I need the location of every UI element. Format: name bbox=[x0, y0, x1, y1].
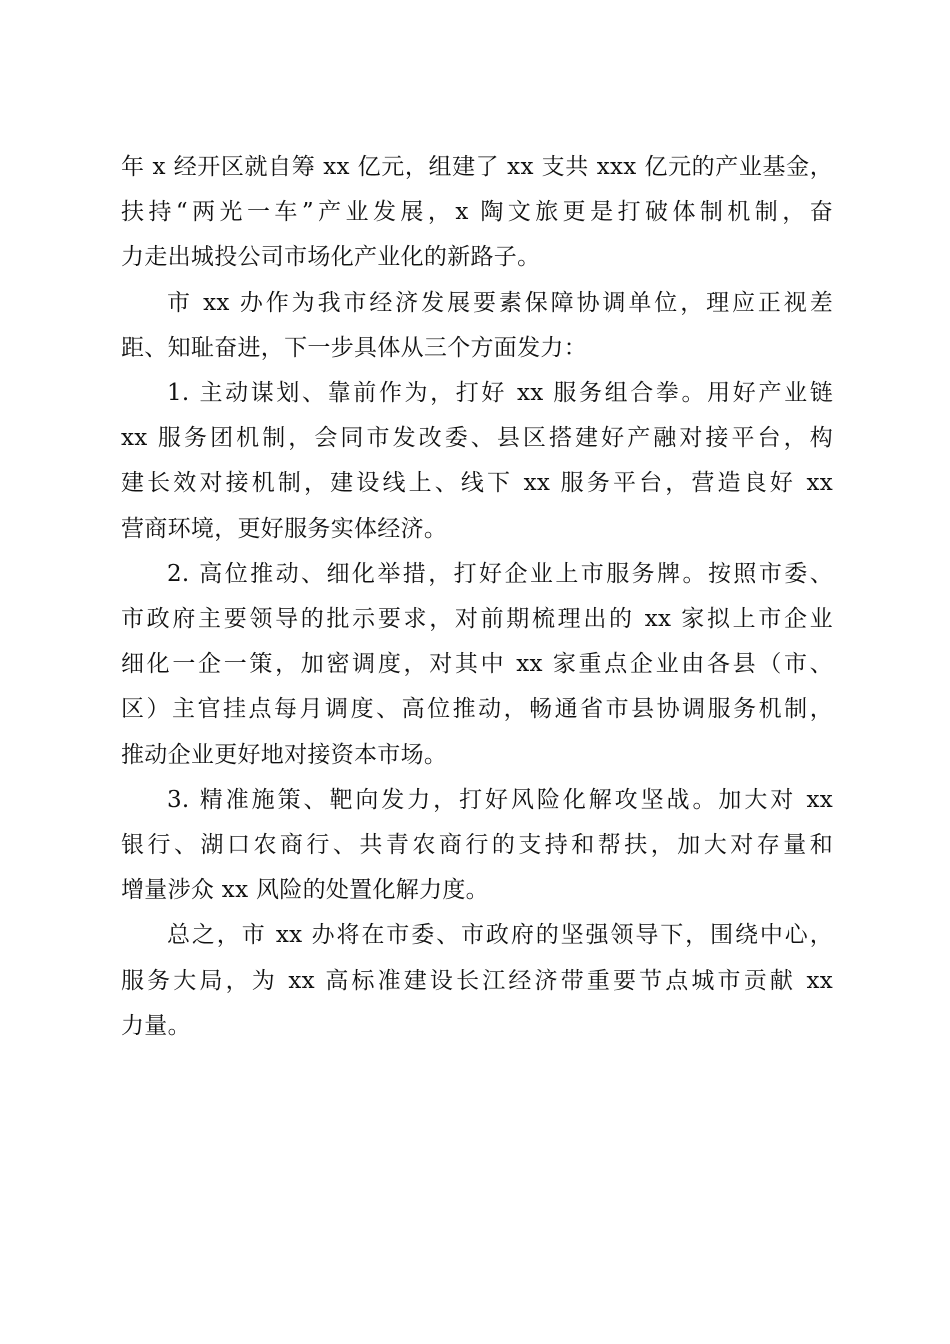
text-line: 营商环境，更好服务实体经济。 bbox=[121, 515, 448, 542]
text-line: 年 x 经开区就自筹 xx 亿元，组建了 xx 支共 xxx 亿元的产业基金， bbox=[121, 154, 833, 180]
document-body bbox=[121, 145, 833, 1049]
text-line: 扶持“两光一车”产业发展，x 陶文旅更是打破体制机制，奋 bbox=[121, 199, 833, 226]
text-line: 1. 主动谋划、靠前作为，打好 xx 服务组合拳。用好产业链 bbox=[167, 380, 833, 407]
text-line: 细化一企一策，加密调度，对其中 xx 家重点企业由各县（市、 bbox=[121, 651, 833, 678]
text-line: 力量。 bbox=[121, 1012, 191, 1039]
text-line: 距、知耻奋进，下一步具体从三个方面发力： bbox=[121, 334, 587, 361]
text-line: 区）主官挂点每月调度、高位推动，畅通省市县协调服务机制， bbox=[121, 696, 833, 723]
text-line: 市政府主要领导的批示要求，对前期梳理出的 xx 家拟上市企业 bbox=[121, 606, 833, 633]
paragraph-conclusion bbox=[121, 913, 833, 1049]
text-line: 市 xx 办作为我市经济发展要素保障协调单位，理应正视差 bbox=[167, 289, 833, 316]
paragraph-item-3 bbox=[121, 778, 833, 914]
text-line: 增量涉众 xx 风险的处置化解力度。 bbox=[121, 877, 489, 904]
text-line: 2. 高位推动、细化举措，打好企业上市服务牌。按照市委、 bbox=[167, 560, 833, 587]
paragraph-intro-continuation bbox=[121, 145, 833, 281]
paragraph-item-2 bbox=[121, 552, 833, 778]
text-line: 3. 精准施策、靶向发力，打好风险化解攻坚战。加大对 xx bbox=[167, 786, 833, 813]
paragraph-overview bbox=[121, 281, 833, 371]
text-line: 推动企业更好地对接资本市场。 bbox=[121, 741, 448, 768]
text-line: 总之，市 xx 办将在市委、市政府的坚强领导下，围绕中心， bbox=[167, 922, 833, 949]
text-line: xx 服务团机制，会同市发改委、县区搭建好产融对接平台，构 bbox=[121, 425, 833, 452]
text-line: 建长效对接机制，建设线上、线下 xx 服务平台，营造良好 xx bbox=[121, 470, 833, 497]
paragraph-item-1 bbox=[121, 371, 833, 552]
text-line: 银行、湖口农商行、共青农商行的支持和帮扶，加大对存量和 bbox=[121, 832, 833, 859]
text-line: 力走出城投公司市场化产业化的新路子。 bbox=[121, 244, 541, 271]
text-line: 服务大局，为 xx 高标准建设长江经济带重要节点城市贡献 xx bbox=[121, 967, 833, 994]
